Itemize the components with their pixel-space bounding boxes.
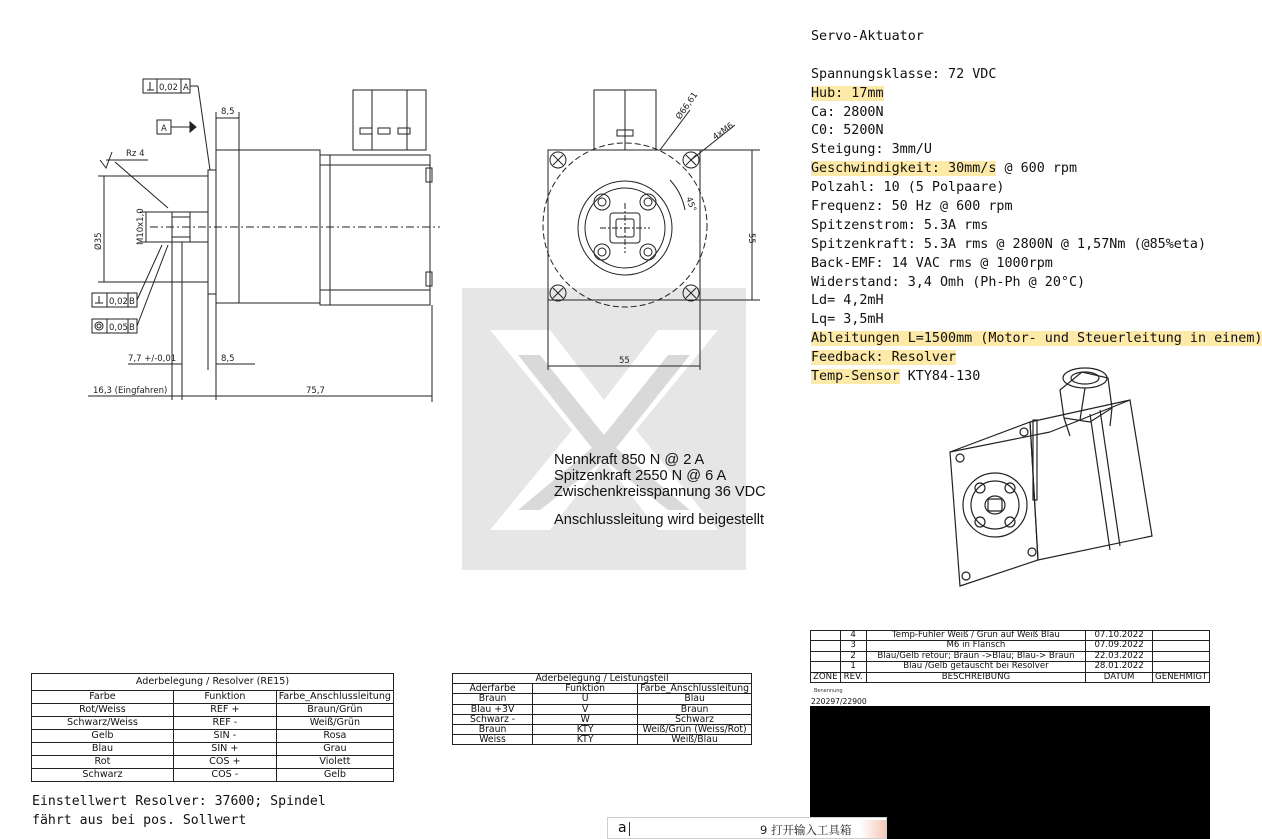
spec-line (811, 141, 1262, 160)
table-cell: 07.09.2022 (1086, 641, 1153, 651)
tol-conc-b: 0,05 (109, 323, 128, 333)
resolver-table-row (32, 717, 394, 730)
revision-row (811, 641, 1210, 651)
tol-value-top: 0,02 (159, 83, 178, 93)
spec-text: Ld= 4,2mH (811, 293, 884, 309)
spec-highlight: Feedback: Resolver (811, 350, 957, 366)
table-cell: Schwarz/Weiss (32, 717, 174, 730)
spec-line (811, 292, 1262, 311)
power-header-funktion: Funktion (533, 684, 638, 694)
dim-75-7: 75,7 (306, 386, 325, 396)
spec-list (811, 28, 1262, 387)
table-cell (811, 651, 841, 661)
table-cell: KTY (533, 735, 638, 745)
resolver-table-row (32, 756, 394, 769)
dim-55-vertical: 55 (746, 233, 756, 244)
table-cell: Gelb (276, 769, 393, 782)
ime-scroll-handle[interactable] (860, 820, 886, 838)
spec-line (811, 330, 1262, 349)
dim-angle: 45° (683, 195, 698, 214)
table-cell: Braun/Grün (276, 704, 393, 717)
revision-row (811, 662, 1210, 672)
table-cell (1153, 641, 1210, 651)
spec-text: @ 600 rpm (996, 161, 1078, 177)
power-table-row (453, 725, 752, 735)
table-cell: M6 in Flansch (866, 641, 1085, 651)
table-cell: Blau/Gelb retour; Braun ->Blau; Blau-> Braun (866, 651, 1085, 661)
table-cell: Blau (32, 743, 174, 756)
isometric-motor-drawing (940, 360, 1180, 600)
table-cell: SIN - (173, 730, 276, 743)
tol-ref-b1: B (129, 297, 135, 307)
table-cell: V (533, 704, 638, 714)
power-table-body (453, 694, 752, 745)
spec-text: Frequenz: 50 Hz @ 600 rpm (811, 199, 1013, 215)
spec-text: KTY84-130 (899, 369, 981, 385)
resolver-table-body (32, 704, 394, 782)
spec-line (811, 85, 1262, 104)
spec-line (811, 311, 1262, 330)
table-cell (811, 641, 841, 651)
spec-line (811, 198, 1262, 217)
spec-text: Polzahl: 10 (5 Polpaare) (811, 180, 1005, 196)
note-spitzenkraft: Spitzenkraft 2550 N @ 6 A (554, 468, 727, 484)
table-cell: Braun (638, 704, 752, 714)
tol-perp-b: 0,02 (109, 297, 128, 307)
spec-line (811, 160, 1262, 179)
dim-55-horizontal: 55 (619, 356, 630, 366)
resolver-table-title: Aderbelegung / Resolver (RE15) (32, 674, 394, 691)
spec-highlight: Ableitungen L=1500mm (Motor- und Steuerleitung in einem) (811, 331, 1262, 347)
table-cell (1153, 651, 1210, 661)
table-cell: Gelb (32, 730, 174, 743)
dim-8-5-bottom: 8,5 (221, 354, 235, 364)
spec-line (811, 104, 1262, 123)
table-cell: Violett (276, 756, 393, 769)
spec-text: Ca: 2800N (811, 104, 884, 120)
dim-d35: Ø35 (94, 232, 104, 250)
ime-input-text[interactable]: a (618, 820, 627, 836)
table-cell: 22.03.2022 (1086, 651, 1153, 661)
rev-header-desc: BESCHREIBUNG (866, 672, 1085, 682)
resolver-header-farbe: Farbe (32, 691, 174, 704)
resolver-header-anschluss: Farbe_Anschlussleitung (276, 691, 393, 704)
resolver-setting-line1: Einstellwert Resolver: 37600; Spindel (32, 794, 326, 809)
ime-candidate-bar[interactable] (607, 817, 887, 839)
dim-d66-61: Ø66,61 (674, 90, 701, 122)
table-cell: KTY (533, 725, 638, 735)
spec-line (811, 349, 1262, 368)
spec-text: Back-EMF: 14 VAC rms @ 1000rpm (811, 255, 1053, 271)
table-cell: Braun (453, 694, 533, 704)
roughness-label: Rz 4 (126, 149, 145, 159)
table-cell: Weiß/Grün (276, 717, 393, 730)
table-cell (1153, 662, 1210, 672)
table-cell: Schwarz - (453, 714, 533, 724)
dim-8-5-top: 8,5 (221, 107, 235, 117)
ime-candidate-item[interactable]: 9 打开输入工具箱 (760, 823, 852, 837)
spec-line (811, 368, 1262, 387)
spec-line (811, 255, 1262, 274)
table-cell: Braun (453, 725, 533, 735)
resolver-table (31, 673, 394, 782)
rev-header-date: DATUM (1086, 672, 1153, 682)
table-cell: W (533, 714, 638, 724)
table-cell: 28.01.2022 (1086, 662, 1153, 672)
side-view-drawing (0, 0, 460, 420)
revision-row (811, 631, 1210, 641)
table-cell: Weiß/Grün (Weiss/Rot) (638, 725, 752, 735)
dim-4xm6: 4xM6 (710, 120, 736, 143)
datum-a-label: A (161, 124, 167, 134)
table-cell: Weiss (453, 735, 533, 745)
power-header-aderfarbe: Aderfarbe (453, 684, 533, 694)
spec-text: Lq= 3,5mH (811, 312, 884, 328)
resolver-table-row (32, 704, 394, 717)
power-table-row (453, 694, 752, 704)
resolver-header-funktion: Funktion (173, 691, 276, 704)
dim-16-3: 16,3 (Eingfahren) (93, 386, 168, 396)
table-cell: Schwarz (32, 769, 174, 782)
note-zwischenkreis: Zwischenkreisspannung 36 VDC (554, 484, 766, 500)
resolver-table-row (32, 743, 394, 756)
ime-caret (629, 822, 630, 836)
power-table-row (453, 714, 752, 724)
table-cell: U (533, 694, 638, 704)
note-anschluss: Anschlussleitung wird beigestellt (554, 512, 765, 528)
table-cell: Rot (32, 756, 174, 769)
spec-line (811, 236, 1262, 255)
spec-text: Spitzenkraft: 5.3A rms @ 2800N @ 1,57Nm (@85%eta) (811, 236, 1207, 252)
table-cell: Rot/Weiss (32, 704, 174, 717)
rev-header-zone: ZONE (811, 672, 841, 682)
table-cell (811, 662, 841, 672)
table-cell: 2 (840, 651, 866, 661)
power-table-title: Aderbelegung / Leistungsteil (453, 674, 752, 684)
dim-7-7: 7,7 +/-0,01 (128, 354, 177, 364)
table-cell: Temp-Fühler Weiß / Grün auf Weiß Blau (866, 631, 1085, 641)
spec-line (811, 217, 1262, 236)
table-cell: Blau /Gelb getauscht bei Resolver (866, 662, 1085, 672)
table-cell: Schwarz (638, 714, 752, 724)
spec-line (811, 274, 1262, 293)
spec-highlight: Geschwindigkeit: 30mm/s (811, 161, 997, 177)
resolver-setting-line2: fährt aus bei pos. Sollwert (32, 813, 247, 828)
spec-line (811, 122, 1262, 141)
power-table-row (453, 704, 752, 714)
drawing-reference: 220297/22900 (811, 697, 867, 706)
table-cell: Rosa (276, 730, 393, 743)
spec-text: Steigung: 3mm/U (811, 142, 932, 158)
tol-ref-b2: B (129, 323, 135, 333)
power-table (452, 673, 752, 745)
resolver-table-row (32, 769, 394, 782)
power-table-row (453, 735, 752, 745)
table-cell (1153, 631, 1210, 641)
rev-header-rev: REV. (840, 672, 866, 682)
benennung-label: Benennung (814, 688, 843, 694)
tol-ref-top: A (183, 83, 189, 93)
revision-table-body (811, 631, 1210, 673)
table-cell: 07.10.2022 (1086, 631, 1153, 641)
force-notes (554, 452, 766, 528)
table-cell: SIN + (173, 743, 276, 756)
table-cell: Grau (276, 743, 393, 756)
table-cell: 4 (840, 631, 866, 641)
spec-title: Servo-Aktuator (811, 29, 924, 44)
spec-text: C0: 5200N (811, 123, 884, 139)
dim-m10: M10x1,0 (136, 208, 146, 245)
table-cell: COS - (173, 769, 276, 782)
resolver-setting-note (32, 792, 326, 830)
note-nennkraft: Nennkraft 850 N @ 2 A (554, 452, 705, 468)
revision-row (811, 651, 1210, 661)
table-cell: 3 (840, 641, 866, 651)
table-cell: Blau (638, 694, 752, 704)
spec-line (811, 179, 1262, 198)
rev-header-approved: GENEHMIGT (1153, 672, 1210, 682)
table-cell: 1 (840, 662, 866, 672)
power-header-anschluss: Farbe_Anschlussleitung (638, 684, 752, 694)
resolver-table-row (32, 730, 394, 743)
table-cell: REF - (173, 717, 276, 730)
spec-text: Spannungsklasse: 72 VDC (811, 66, 997, 82)
table-cell: REF + (173, 704, 276, 717)
spec-lines (811, 66, 1262, 387)
table-cell: COS + (173, 756, 276, 769)
spec-text: Spitzenstrom: 5.3A rms (811, 217, 989, 233)
table-cell (811, 631, 841, 641)
spec-highlight: Temp-Sensor (811, 369, 900, 385)
table-cell: Weiß/Blau (638, 735, 752, 745)
revision-table (810, 630, 1210, 683)
spec-text: Widerstand: 3,4 Omh (Ph-Ph @ 20°C) (811, 274, 1086, 290)
table-cell: Blau +3V (453, 704, 533, 714)
spec-highlight: Hub: 17mm (811, 85, 884, 101)
spec-line (811, 66, 1262, 85)
